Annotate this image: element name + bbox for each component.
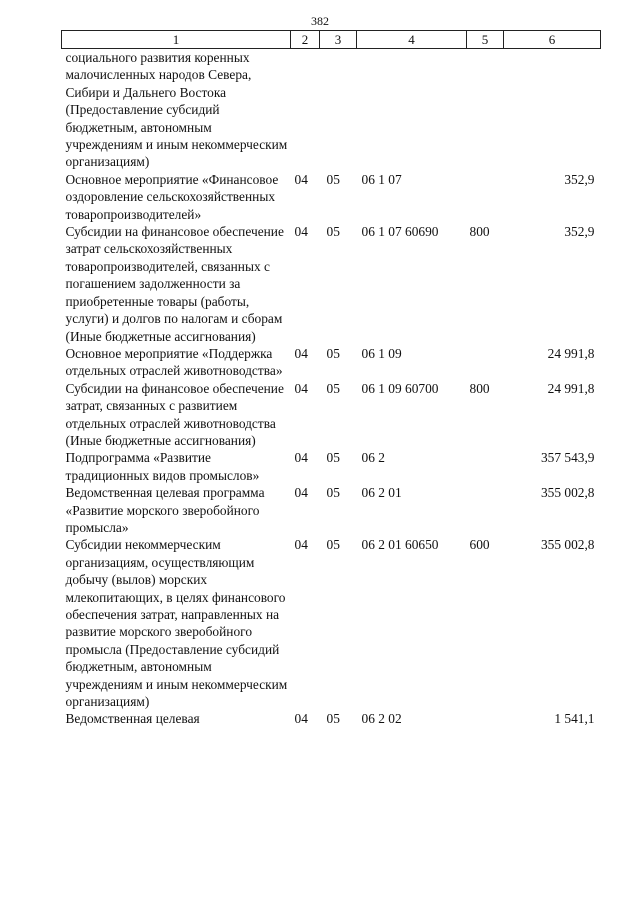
row-expense-type xyxy=(467,345,504,380)
row-expense-type xyxy=(467,710,504,727)
row-amount: 352,9 xyxy=(564,224,595,240)
table-row xyxy=(62,380,601,450)
row-section: 04 xyxy=(294,485,308,501)
row-target-code: 06 1 07 60690 xyxy=(361,224,439,240)
row-section: 04 xyxy=(294,537,308,553)
table-row xyxy=(62,449,601,484)
table-row xyxy=(62,171,601,223)
row-name: Ведомственная целевая программа «Развитие морского зверобойного промысла» xyxy=(65,485,265,535)
table-row xyxy=(62,484,601,536)
row-amount: 1 541,1 xyxy=(554,711,595,727)
row-amount: 24 991,8 xyxy=(547,345,595,361)
row-name: Субсидии некоммерческим организациям, осуществляющим добычу (вылов) морских млекопитающих, в целях финансового обеспечения затрат, направленных на развитие морского зверобойного промысла (Предоставление субсидий бюджетным, автономным учреждениям и иным некоммерческим организациям) xyxy=(65,537,288,710)
row-amount xyxy=(504,49,601,171)
row-expense-type: 800 xyxy=(469,224,490,240)
header-col-5: 5 xyxy=(467,31,504,49)
row-amount: 24 991,8 xyxy=(547,380,595,396)
budget-table xyxy=(61,30,601,728)
row-target-code: 06 2 01 xyxy=(361,485,402,501)
row-subsection: 05 xyxy=(326,224,340,240)
table-row xyxy=(62,49,601,171)
row-target-code xyxy=(357,49,467,171)
row-section: 04 xyxy=(294,171,308,187)
row-name: Подпрограмма «Развитие традиционных видов промыслов» xyxy=(65,450,260,483)
row-expense-type xyxy=(467,449,504,484)
header-col-3: 3 xyxy=(320,31,357,49)
row-subsection: 05 xyxy=(326,537,340,553)
row-expense-type xyxy=(467,49,504,171)
row-expense-type xyxy=(467,484,504,536)
row-subsection: 05 xyxy=(326,171,340,187)
row-amount: 355 002,8 xyxy=(540,485,595,501)
row-section: 04 xyxy=(294,380,308,396)
row-subsection: 05 xyxy=(326,345,340,361)
row-subsection: 05 xyxy=(326,711,340,727)
header-col-6: 6 xyxy=(504,31,601,49)
row-name: социального развития коренных малочисленных народов Севера, Сибири и Дальнего Востока (Предоставление субсидий бюджетным, автономным учреждениям и иным некоммерческим организациям) xyxy=(65,50,288,170)
table-row xyxy=(62,223,601,345)
row-target-code: 06 1 09 xyxy=(361,345,402,361)
table-row xyxy=(62,345,601,380)
row-name: Основное мероприятие «Поддержка отдельных отраслей животноводства» xyxy=(65,345,283,379)
row-target-code: 06 2 01 60650 xyxy=(361,537,439,553)
header-col-2: 2 xyxy=(291,31,320,49)
row-subsection xyxy=(320,49,357,171)
row-section xyxy=(291,49,320,171)
row-subsection: 05 xyxy=(326,380,340,396)
row-section: 04 xyxy=(294,224,308,240)
row-target-code: 06 2 02 xyxy=(361,711,402,727)
row-target-code: 06 2 xyxy=(361,450,385,466)
row-expense-type: 800 xyxy=(469,380,490,396)
row-expense-type: 600 xyxy=(469,537,490,553)
row-name: Субсидии на финансовое обеспечение затрат сельскохозяйственных товаропроизводителей, связанных с погашением задолженности за приобретенные товары (работы, услуги) и долгов по налогам и сборам (Иные бюджетные ассигнования) xyxy=(65,224,284,344)
row-section: 04 xyxy=(294,450,308,466)
row-target-code: 06 1 09 60700 xyxy=(361,380,439,396)
header-col-4: 4 xyxy=(357,31,467,49)
row-amount: 355 002,8 xyxy=(540,537,595,553)
page-number: 382 xyxy=(311,14,329,28)
table-row xyxy=(62,710,601,727)
row-expense-type xyxy=(467,171,504,223)
row-section: 04 xyxy=(294,711,308,727)
header-col-1: 1 xyxy=(62,31,291,49)
row-name: Основное мероприятие «Финансовое оздоровление сельскохозяйственных товаропроизводителей» xyxy=(65,171,279,222)
row-name: Ведомственная целевая xyxy=(65,711,200,727)
table-row xyxy=(62,536,601,710)
row-amount: 357 543,9 xyxy=(540,450,595,466)
row-name: Субсидии на финансовое обеспечение затрат, связанных с развитием отдельных отраслей животноводства (Иные бюджетные ассигнования) xyxy=(65,380,284,448)
row-target-code: 06 1 07 xyxy=(361,171,402,187)
row-section: 04 xyxy=(294,345,308,361)
row-subsection: 05 xyxy=(326,485,340,501)
row-amount: 352,9 xyxy=(564,171,595,187)
table-header-row xyxy=(62,31,601,49)
row-subsection: 05 xyxy=(326,450,340,466)
